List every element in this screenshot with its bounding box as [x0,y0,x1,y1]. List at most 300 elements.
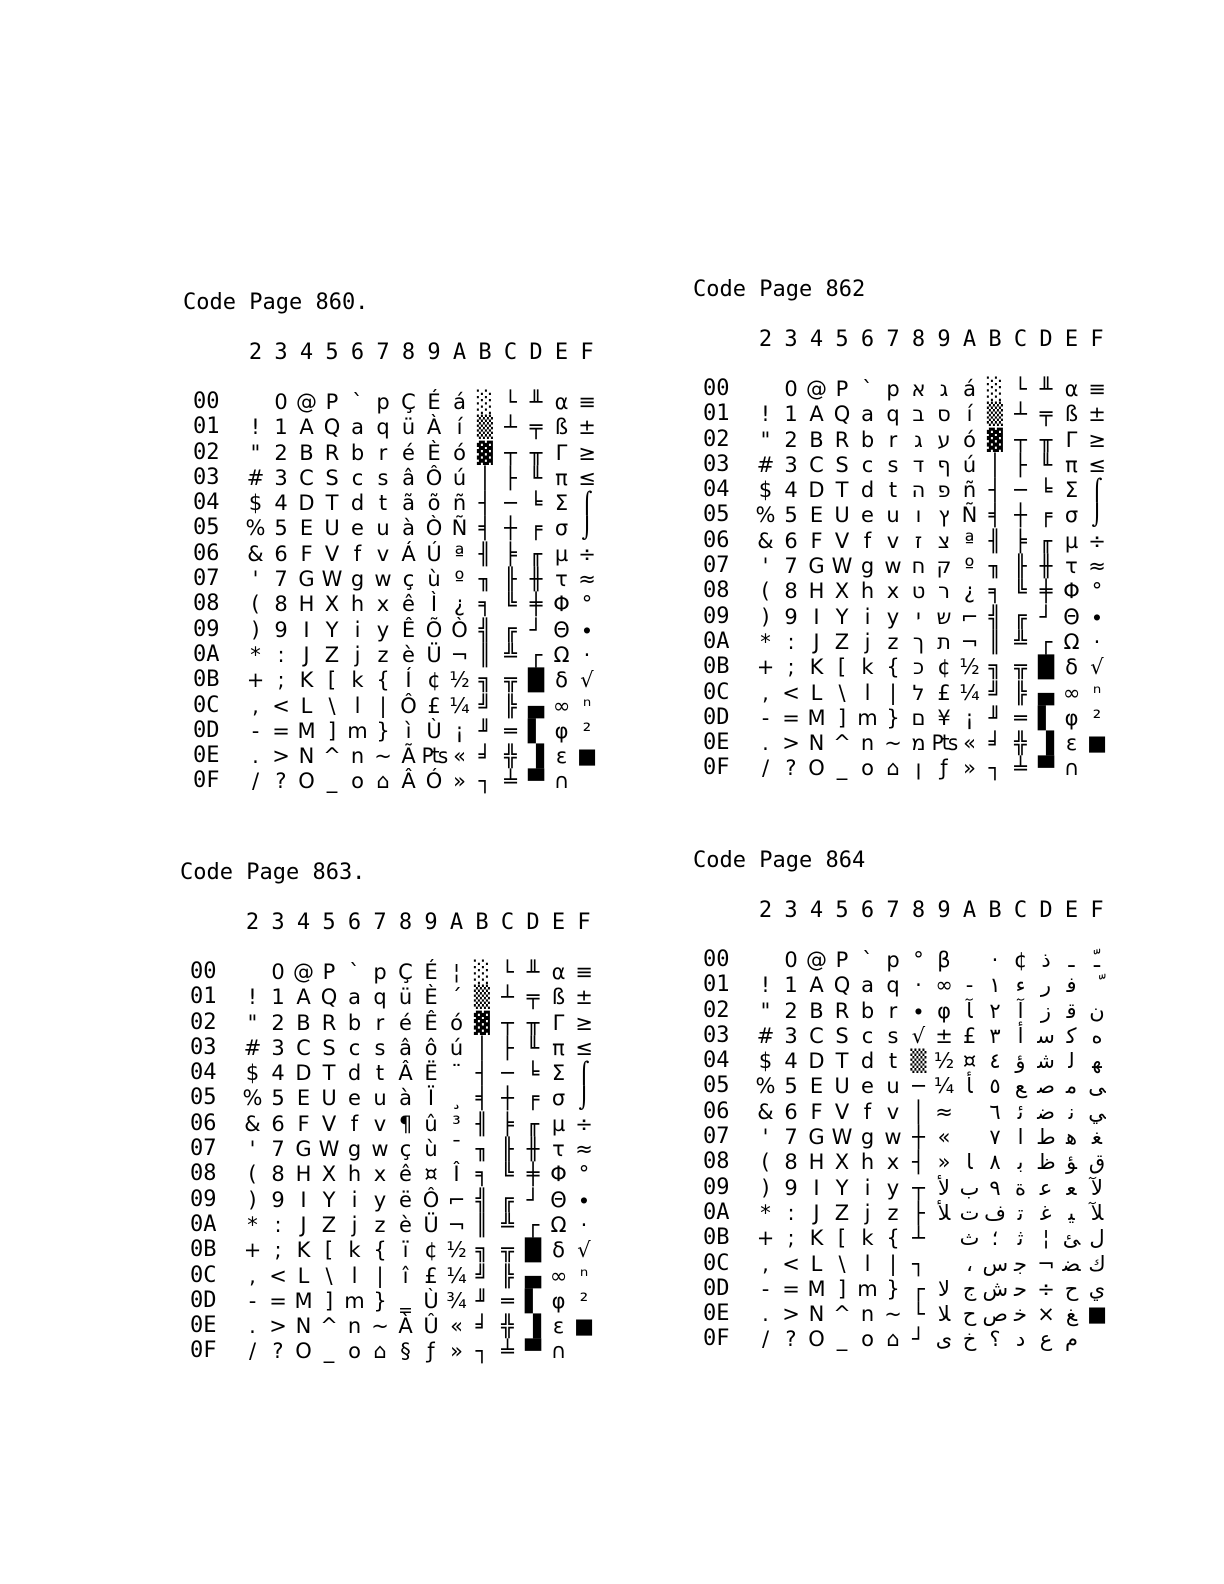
character-cell: ¥ [937,705,951,730]
character-cell: ף [937,452,951,477]
character-cell: K [299,668,314,693]
character-cell: Ò [425,516,443,541]
character-cell: » [963,756,976,781]
character-cell: Θ [550,1187,567,1212]
character-cell: R [321,1010,337,1035]
character-cell: ─ [504,491,517,516]
character-cell: ﻉ [1039,1327,1053,1352]
character-cell: À [426,415,442,440]
character-cell: ٨ [989,1150,1001,1175]
character-cell: ! [251,415,260,440]
row-label: 07 [703,553,730,579]
character-cell: d [350,491,365,516]
character-cell: u [373,1086,387,1111]
character-cell: ! [761,973,770,998]
character-cell: ; [787,1226,795,1251]
character-cell: ╨ [526,960,540,984]
character-cell: D [295,1061,312,1086]
character-cell: │ [478,465,492,490]
character-cell: È [427,440,441,465]
character-cell: ; [787,655,795,680]
character-cell: h [860,1150,875,1175]
character-cell: ╦ [501,1238,514,1263]
row-label: 00 [190,959,217,984]
column-header: 3 [271,910,285,935]
character-cell: f [353,541,362,566]
character-cell: ﻟ [1068,1049,1075,1074]
character-cell: ך [912,629,925,654]
character-cell: ﻬ [1092,1049,1102,1074]
character-cell: ┐ [475,1339,489,1364]
character-cell: \ [328,693,336,718]
code-page-title: Code Page 862 [693,277,866,302]
character-cell: ÷ [1088,528,1106,553]
character-cell: ¼ [933,1074,955,1099]
character-cell: q [886,402,900,427]
character-cell: ג [914,427,923,452]
character-cell: , [249,1263,256,1288]
row-label: 0D [190,1287,217,1313]
row-label: 02 [703,997,730,1023]
character-cell: ¬ [447,1212,466,1237]
character-cell: ² [579,1288,589,1313]
character-cell: ﺕ [959,1200,980,1225]
character-cell: 2 [274,440,288,465]
character-cell: ∩ [550,1339,567,1364]
character-cell: - [761,705,770,730]
character-cell: ' [762,1125,769,1150]
character-cell: Γ [552,1010,565,1035]
character-cell: L [300,693,313,718]
character-cell: b [860,427,875,452]
character-cell: ٥ [989,1074,1001,1099]
character-cell: ▄ [527,693,545,718]
character-cell: ╬ [1014,731,1027,756]
character-cell: G [298,567,315,592]
character-cell: ╝ [478,693,492,718]
character-cell: ╙ [526,1035,540,1060]
character-cell: ╡ [475,1086,489,1111]
character-cell: È [424,985,438,1010]
character-cell: ץ [938,503,950,528]
character-cell: · [1093,629,1101,654]
column-header: 8 [401,340,416,365]
column-header: 2 [245,910,260,935]
character-cell: ﻌ [1066,1175,1077,1200]
character-cell: · [915,973,922,998]
character-cell: ? [785,1327,797,1352]
character-cell: T [835,478,849,503]
row-label: 04 [190,1060,217,1086]
character-cell: k [861,1226,874,1251]
character-cell: ∩ [1063,756,1080,781]
character-cell: w [884,554,902,579]
character-cell: ë [399,1187,412,1212]
character-cell: ∙ [911,998,926,1023]
column-header: 6 [347,910,362,935]
character-cell: ╘ [1039,478,1053,503]
character-cell: î [402,1263,409,1288]
character-cell: < [782,1251,800,1276]
character-cell: ▒ [473,985,491,1010]
character-cell: H [298,592,315,617]
character-cell: c [861,1023,874,1048]
character-cell: √ [1090,655,1104,680]
column-header: 4 [809,327,824,352]
character-cell: « [963,731,976,756]
character-cell: µ [551,1111,566,1136]
character-cell: ê [399,1162,412,1187]
character-cell: ≈ [575,1137,593,1162]
character-cell: ▀ [527,769,545,794]
character-cell: j [864,629,871,654]
character-cell: ﺀ [1015,973,1026,998]
character-cell: ﺯ [1040,998,1052,1023]
character-cell: ó [963,427,976,452]
column-header: 8 [911,327,926,352]
character-cell: √ [911,1023,926,1048]
character-cell: ± [935,1023,953,1048]
character-cell: ═ [504,718,517,743]
character-cell: ` [862,948,873,972]
character-cell: ╖ [475,1137,489,1162]
character-cell: ╓ [526,1111,540,1136]
character-cell: ﺡ [1064,1276,1079,1301]
character-cell: ╝ [988,680,1002,705]
character-cell: ╫ [526,1137,540,1162]
character-cell: N [808,1302,825,1327]
character-cell: G [808,1125,825,1150]
character-cell: ` [349,960,360,984]
character-cell: À [398,1314,413,1339]
character-cell: § [400,1339,411,1364]
character-cell: ▒ [910,1049,927,1074]
character-cell: H [808,579,825,604]
character-cell: ▐ [1037,731,1055,756]
character-cell: √ [577,1238,591,1263]
character-cell: % [755,1074,776,1099]
character-cell: E [809,1074,824,1099]
character-cell: â [399,1035,412,1060]
character-cell: y [886,1175,900,1200]
character-cell: ٢ [989,998,1001,1023]
character-cell: 1 [784,973,798,998]
character-cell: Õ [425,617,443,642]
character-cell: ﺣ [1014,1276,1027,1301]
character-cell: N [808,731,825,756]
character-cell: C [299,465,314,490]
character-cell: ╪ [1039,579,1053,604]
character-cell: s [887,452,899,477]
column-header: A [962,898,977,923]
character-cell: a [348,985,361,1010]
character-cell: Σ [554,491,569,516]
character-cell: l [864,680,871,705]
character-cell: ם [911,705,926,730]
character-cell: } [373,1288,387,1313]
character-cell: n [860,731,875,756]
character-cell: ╡ [478,516,492,541]
character-cell: ▌ [524,1288,542,1313]
character-cell: f [350,1111,359,1136]
character-cell: : [277,642,285,667]
character-cell: ó [453,440,466,465]
character-cell: ╛ [475,1314,489,1339]
character-cell: ⁿ [582,693,592,718]
character-cell: ¾ [446,1288,467,1313]
character-cell: █ [524,1238,542,1263]
character-cell: « [450,1314,463,1339]
character-cell: m [857,1276,878,1301]
character-cell: Y [322,1187,336,1212]
column-header: 7 [886,327,900,352]
character-cell: e [861,1074,874,1099]
character-cell: x [886,1150,900,1175]
character-cell: ~ [371,1314,389,1339]
character-cell: µ [1064,528,1079,553]
character-cell: ╔ [504,617,517,642]
character-cell: L [810,1251,823,1276]
character-cell: ٤ [989,1049,1001,1074]
character-cell: 3 [784,1023,798,1048]
character-cell: X [321,1162,337,1187]
character-cell: 2 [784,427,798,452]
character-cell: A [296,985,311,1010]
character-cell: é [402,440,415,465]
character-cell: / [761,1327,770,1352]
character-cell: ﺥ [962,1327,977,1352]
character-cell: h [860,579,875,604]
character-cell: כ [912,655,925,680]
character-cell: ┘ [526,1187,540,1212]
character-cell: ╦ [504,668,517,693]
character-cell: à [402,516,415,541]
character-cell: Q [833,402,851,427]
character-cell: 8 [784,1150,798,1175]
character-cell: x [886,579,900,604]
character-cell: 0 [271,960,285,984]
character-cell: ì [405,718,412,743]
character-cell: « [937,1125,951,1150]
character-cell: א [911,377,926,401]
row-label: 0F [190,1338,217,1364]
character-cell: ƒ [427,1339,435,1364]
character-cell: A [809,973,824,998]
character-cell: / [251,769,260,794]
character-cell: ╟ [504,567,517,592]
character-cell: K [296,1238,311,1263]
character-cell: ° [1091,579,1103,604]
character-cell: ; [277,668,285,693]
character-cell: Ê [424,1010,438,1035]
row-label: 0B [190,1237,217,1263]
character-cell: ╕ [475,1162,489,1187]
character-cell: ° [578,1162,590,1187]
character-cell: G [808,554,825,579]
character-cell: ■ [577,744,597,769]
character-cell: ∙ [1090,604,1104,629]
character-cell: " [760,998,771,1023]
character-cell: ÷ [575,1111,593,1136]
character-cell: & [244,1111,261,1136]
character-cell: I [300,1187,307,1212]
character-cell: ﺵ [982,1276,1009,1301]
row-label: 06 [193,540,220,566]
character-cell: : [787,1200,795,1225]
character-cell: _ [836,756,848,781]
character-cell: ╢ [475,1111,489,1136]
character-cell: C [296,1035,311,1060]
character-cell: ╣ [988,604,1002,629]
character-cell: & [757,1099,774,1124]
character-cell: £ [427,693,441,718]
character-cell: ﻓ [1066,973,1077,998]
character-cell: $ [248,491,263,516]
character-cell: ┼ [504,516,517,541]
character-cell: ﻣ [1065,1074,1078,1099]
character-cell: = [269,1288,287,1313]
character-cell: ﻲ [1088,1099,1106,1124]
row-label: 05 [193,515,220,541]
character-cell: I [813,1175,820,1200]
character-cell: A [809,402,824,427]
character-cell: £ [424,1263,438,1288]
character-cell: ┐ [912,1251,925,1276]
character-cell: מ [911,731,926,756]
character-cell: x [376,592,390,617]
character-cell: ¼ [446,1263,467,1288]
character-cell: ≤ [1088,452,1106,477]
character-cell: ) [251,617,260,642]
character-cell: 4 [784,1049,798,1074]
row-label: 05 [703,1073,730,1099]
character-cell: ﺛ [1017,1226,1024,1251]
character-cell: D [298,491,315,516]
row-label: 0A [703,1199,730,1225]
character-cell: ú [449,1035,464,1060]
character-cell: n [350,744,365,769]
character-cell: ¢ [427,668,441,693]
character-cell: 3 [274,465,288,490]
character-cell: ê [402,592,415,617]
character-cell: ﺎ [966,1150,973,1175]
character-cell: W [831,1125,853,1150]
character-cell: ﺷ [1037,1049,1055,1074]
character-cell: ﻐ [1091,1125,1103,1150]
character-cell: █ [1037,655,1055,680]
character-cell: ╓ [1039,528,1053,553]
character-cell: ß [554,415,569,440]
character-cell: « [453,744,466,769]
character-cell: ╟ [1014,554,1027,579]
column-header: 9 [937,327,951,352]
row-label: 06 [703,527,730,553]
character-cell: ע [937,427,951,452]
character-cell: ¢ [424,1238,438,1263]
character-cell: ⁿ [1092,680,1102,705]
character-cell: δ [552,1238,565,1263]
character-cell: ד [912,452,925,477]
character-cell: ² [1092,705,1102,730]
character-cell: p [886,377,900,401]
character-cell: ▄ [524,1263,542,1288]
character-cell: ▓ [986,427,1004,452]
character-cell: ﺿ [1037,1099,1055,1124]
character-cell: ç [402,567,415,592]
character-cell: õ [427,491,441,516]
character-cell: ┌ [1039,629,1053,654]
character-cell: D [808,1049,825,1074]
column-header: A [962,327,977,352]
character-cell: ⌠ [1091,478,1103,503]
character-cell: 0 [784,948,798,972]
character-cell: / [248,1339,257,1364]
character-cell: · [580,1212,588,1237]
character-cell: ~ [374,744,392,769]
character-cell: Ô [422,1187,440,1212]
character-cell: ﺋ [1017,1099,1024,1124]
column-header: B [478,340,492,365]
character-cell: ≡ [1088,377,1106,401]
character-cell: ? [272,1339,284,1364]
character-cell: ╩ [504,642,517,667]
character-cell: v [373,1111,387,1136]
character-cell: ≈ [1088,554,1106,579]
character-cell: ╨ [1039,377,1053,401]
character-cell: 5 [271,1086,285,1111]
character-cell: ﻡ [1064,1327,1078,1352]
character-cell: L [297,1263,310,1288]
character-cell: ﻊ [1014,1074,1027,1099]
character-cell: z [374,1212,386,1237]
column-header: 6 [350,340,365,365]
character-cell: o [348,1339,361,1364]
character-cell: O [295,1339,312,1364]
column-header: 5 [835,898,849,923]
character-cell: b [860,998,875,1023]
character-cell: y [376,617,390,642]
character-cell: ﻑ [984,1200,1006,1225]
character-cell: w [884,1125,902,1150]
character-cell: 6 [271,1111,285,1136]
character-cell: ) [248,1187,257,1212]
character-cell: Ï [427,1086,435,1111]
character-cell: X [834,579,850,604]
character-cell: ú [452,465,467,490]
character-cell: \ [838,680,846,705]
character-cell: q [376,415,390,440]
character-cell: W [321,567,343,592]
character-cell: ° [581,592,593,617]
character-cell: ╜ [475,1288,489,1313]
character-cell: | [379,693,387,718]
character-cell: ≥ [1088,427,1106,452]
character-cell: S [835,1023,849,1048]
character-cell: Z [321,1212,337,1237]
row-label: 00 [193,389,220,414]
character-cell: └ [912,1302,925,1327]
column-header: D [529,340,543,365]
character-cell: 6 [274,541,288,566]
character-cell: ﻏ [1040,1200,1052,1225]
character-cell: ╪ [529,592,543,617]
character-cell: Ω [553,642,570,667]
character-cell: ╥ [526,1010,540,1035]
character-cell: ^ [320,1314,338,1339]
character-cell: ╗ [478,668,492,693]
column-header: 9 [424,910,438,935]
character-cell: < [269,1263,287,1288]
